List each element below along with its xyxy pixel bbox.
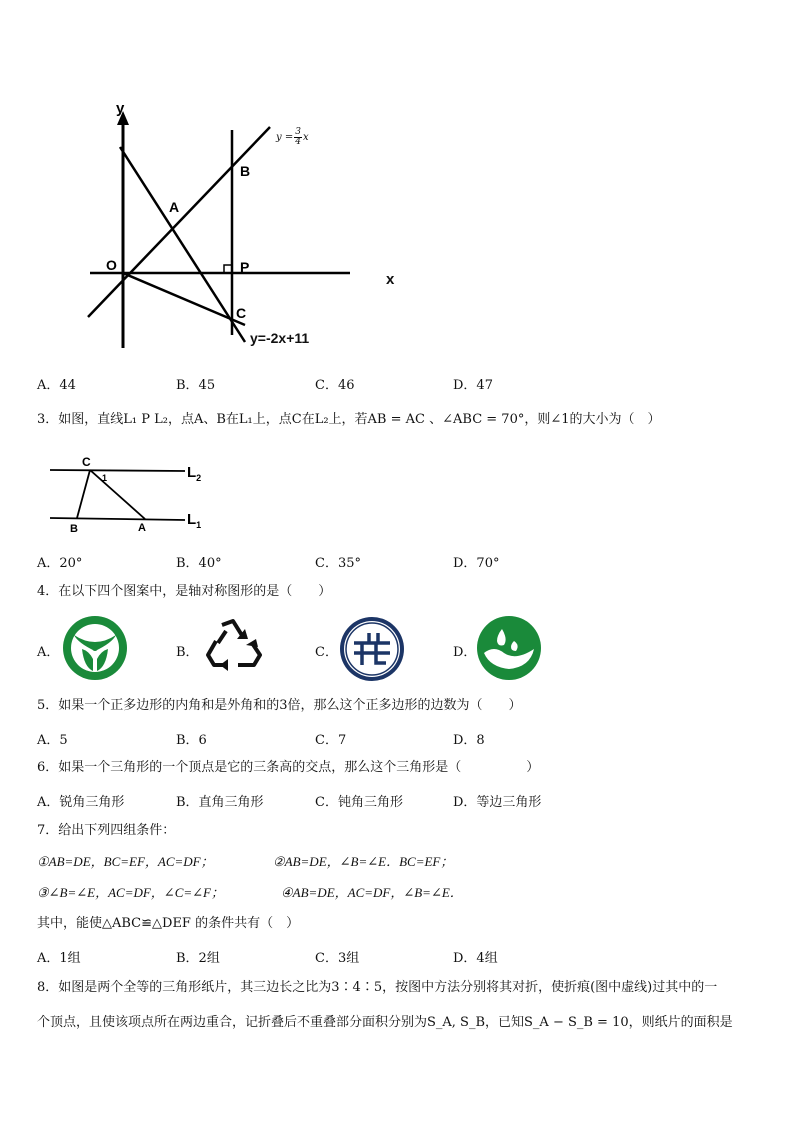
point-b-label: B	[240, 163, 251, 179]
q3-question: 3．如图，直线L₁ P L₂，点A、B在L₁上，点C在L₂上，若AB = AC 、∠ABC = 70°，则∠1的大小为（ ）	[37, 412, 661, 427]
q3-point-c: C	[82, 455, 91, 469]
q7-condition-1: ①AB=DE，BC=EF，AC=DF；	[37, 854, 214, 869]
q7-question: 7．给出下列四组条件：	[37, 823, 176, 838]
q3-option-b: B．40°	[176, 556, 222, 571]
q5-option-c: C．7	[315, 733, 347, 748]
q4-label-d: D．	[453, 645, 477, 660]
q3-label-l1: $L_1$	[187, 511, 202, 530]
recycle-icon	[200, 617, 266, 679]
q5-question: 5．如果一个正多边形的内角和是外角和的3倍，那么这个正多边形的边数为（ ）	[37, 698, 522, 713]
q6-option-b: B．直角三角形	[176, 795, 264, 810]
circle-emblem-icon	[338, 615, 406, 683]
line1-fraction	[294, 128, 302, 147]
point-p-label: P	[240, 259, 250, 275]
q4-label-c: C．	[315, 645, 338, 660]
q2-option-b: B．45	[176, 378, 216, 393]
line1-var: x	[302, 132, 309, 143]
q4-question: 4．在以下四个图案中，是轴对称图形的是（ ）	[37, 584, 332, 599]
q5-option-d: D．8	[453, 733, 485, 748]
q7-condition-2: ②AB=DE，∠B=∠E．BC=EF；	[273, 854, 454, 869]
q7-option-d: D．4组	[453, 951, 498, 966]
q7-option-b: B．2组	[176, 951, 220, 966]
axis-x-label: x	[386, 271, 395, 288]
q3-angle-1: 1	[102, 473, 108, 483]
q7-condition-4: ④AB=DE，AC=DF，∠B=∠E．	[281, 885, 463, 900]
line1-equation	[276, 128, 309, 147]
q3-label-l2: $L_2$	[187, 464, 202, 483]
line1-eq-prefix: y =	[276, 132, 294, 143]
q2-option-a: A．44	[37, 378, 76, 393]
q6-question: 6．如果一个三角形的一个顶点是它的三条高的交点，那么这个三角形是（ ）	[37, 760, 540, 775]
q2-option-d: D．47	[453, 378, 493, 393]
q7-condition-3: ③∠B=∠E，AC=DF，∠C=∠F；	[37, 885, 224, 900]
origin-label: O	[106, 257, 117, 273]
q6-option-d: D．等边三角形	[453, 795, 542, 810]
line1-numerator: 3	[295, 127, 301, 137]
q3-point-a: A	[138, 522, 146, 534]
q3-point-b: B	[70, 523, 78, 535]
line2-equation: y=-2x+11	[250, 330, 310, 346]
q7-option-c: C．3组	[315, 951, 360, 966]
axis-y-label: y	[116, 100, 125, 117]
line1-denominator: 4	[295, 137, 301, 147]
q5-option-a: A．5	[37, 733, 68, 748]
q3-option-a: A．20°	[37, 556, 83, 571]
green-leaf-logo-icon	[62, 615, 128, 681]
q2-option-c: C．46	[315, 378, 355, 393]
q8-line-1: 8．如图是两个全等的三角形纸片，其三边长之比为3∶4∶5，按图中方法分别将其对折，使折痕(图中虚线)过其中的一	[37, 980, 718, 995]
point-a-label: A	[169, 199, 180, 215]
q3-option-c: C．35°	[315, 556, 361, 571]
coordinate-figure	[80, 95, 350, 355]
q8-line-2: 个顶点，且使该项点所在两边重合，记折叠后不重叠部分面积分别为S_A, S_B，已知S_A − S_B = 10，则纸片的面积是	[37, 1015, 733, 1030]
q3-option-d: D．70°	[453, 556, 500, 571]
q3-figure	[45, 450, 215, 535]
green-water-drop-logo-icon	[476, 615, 542, 681]
q6-option-c: C．钝角三角形	[315, 795, 403, 810]
q7-ask: 其中，能使△ABC≌△DEF 的条件共有（ ）	[37, 916, 300, 931]
q7-option-a: A．1组	[37, 951, 81, 966]
q5-option-b: B．6	[176, 733, 207, 748]
q4-label-a: A．	[37, 645, 60, 660]
q6-option-a: A．锐角三角形	[37, 795, 125, 810]
q4-label-b: B．	[176, 645, 199, 660]
point-c-label: C	[236, 305, 247, 321]
